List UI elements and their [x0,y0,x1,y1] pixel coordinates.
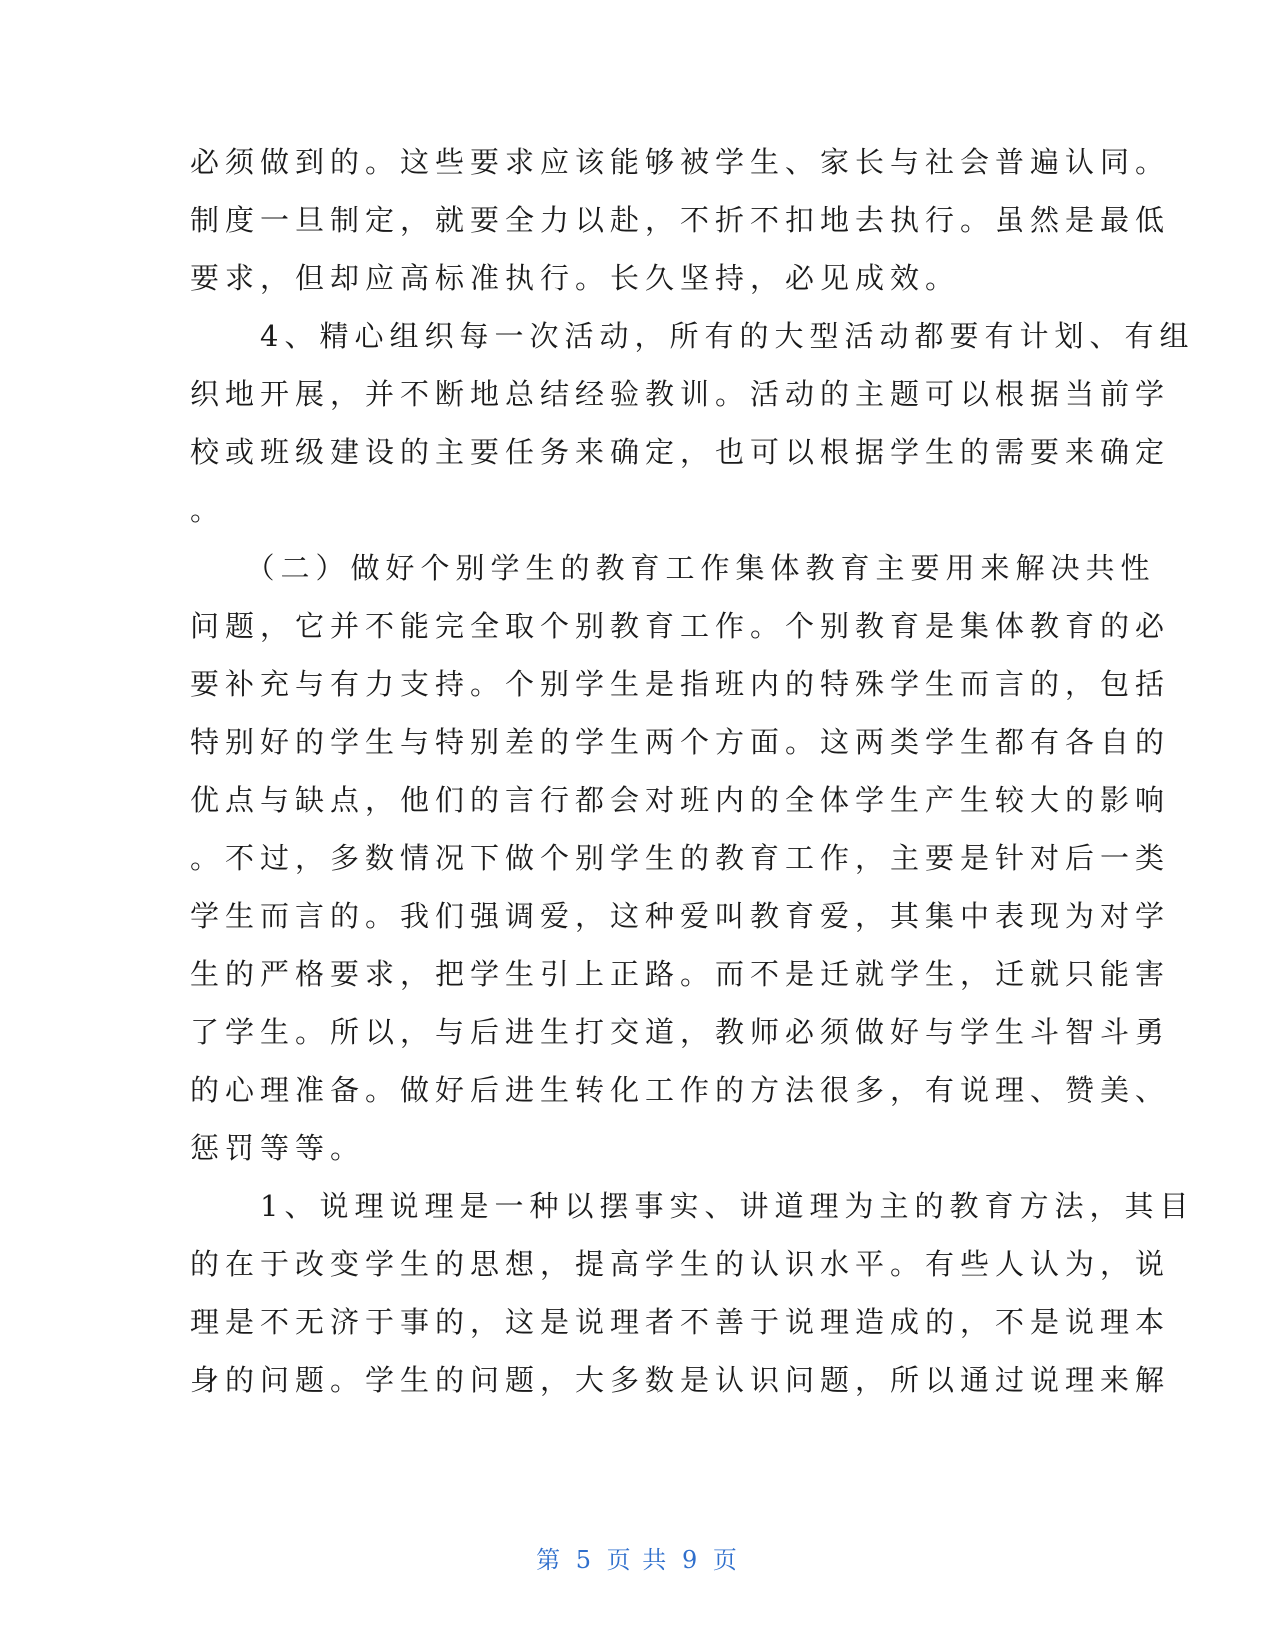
text-line-4: 4、精心组织每一次活动，所有的大型活动都要有计划、有组 [190,319,1195,353]
text-line-1: 必须做到的。这些要求应该能够被学生、家长与社会普遍认同。 [190,145,1171,179]
footer-suffix: 页 [712,1546,739,1574]
text-line-6: 校或班级建设的主要任务来确定，也可以根据学生的需要来确定 [190,435,1171,469]
footer-middle: 页 共 [606,1546,669,1574]
text-line-19: 1、说理说理是一种以摆事实、讲道理为主的教育方法，其目 [190,1189,1195,1223]
text-line-3: 要求，但却应高标准执行。长久坚持，必见成效。 [190,261,961,295]
text-line-20: 的在于改变学生的思想，提高学生的认识水平。有些人认为，说 [190,1247,1171,1281]
text-line-15: 生的严格要求，把学生引上正路。而不是迁就学生，迁就只能害 [190,957,1171,991]
text-line-17: 的心理准备。做好后进生转化工作的方法很多，有说理、赞美、 [190,1073,1171,1107]
footer-current-page: 5 [575,1546,594,1574]
text-line-7: 。 [190,493,226,527]
text-line-16: 了学生。所以，与后进生打交道，教师必须做好与学生斗智斗勇 [190,1015,1171,1049]
footer-prefix: 第 [536,1546,563,1574]
text-line-22: 身的问题。学生的问题，大多数是认识问题，所以通过说理来解 [190,1363,1171,1397]
text-line-18: 惩罚等等。 [190,1131,366,1165]
footer-total-pages: 9 [681,1546,700,1574]
text-line-13: 。不过，多数情况下做个别学生的教育工作，主要是针对后一类 [190,841,1171,875]
page-number-footer [0,1540,1275,1575]
text-line-9: 问题，它并不能完全取个别教育工作。个别教育是集体教育的必 [190,609,1171,643]
text-line-11: 特别好的学生与特别差的学生两个方面。这两类学生都有各自的 [190,725,1171,759]
text-line-21: 理是不无济于事的，这是说理者不善于说理造成的，不是说理本 [190,1305,1171,1339]
text-line-14: 学生而言的。我们强调爱，这种爱叫教育爱，其集中表现为对学 [190,899,1171,933]
text-line-2: 制度一旦制定，就要全力以赴，不折不扣地去执行。虽然是最低 [190,203,1171,237]
text-line-8: （二）做好个别学生的教育工作集体教育主要用来解决共性 [190,551,1156,585]
text-line-12: 优点与缺点，他们的言行都会对班内的全体学生产生较大的影响 [190,783,1171,817]
text-line-10: 要补充与有力支持。个别学生是指班内的特殊学生而言的，包括 [190,667,1171,701]
text-line-5: 织地开展，并不断地总结经验教训。活动的主题可以根据当前学 [190,377,1171,411]
